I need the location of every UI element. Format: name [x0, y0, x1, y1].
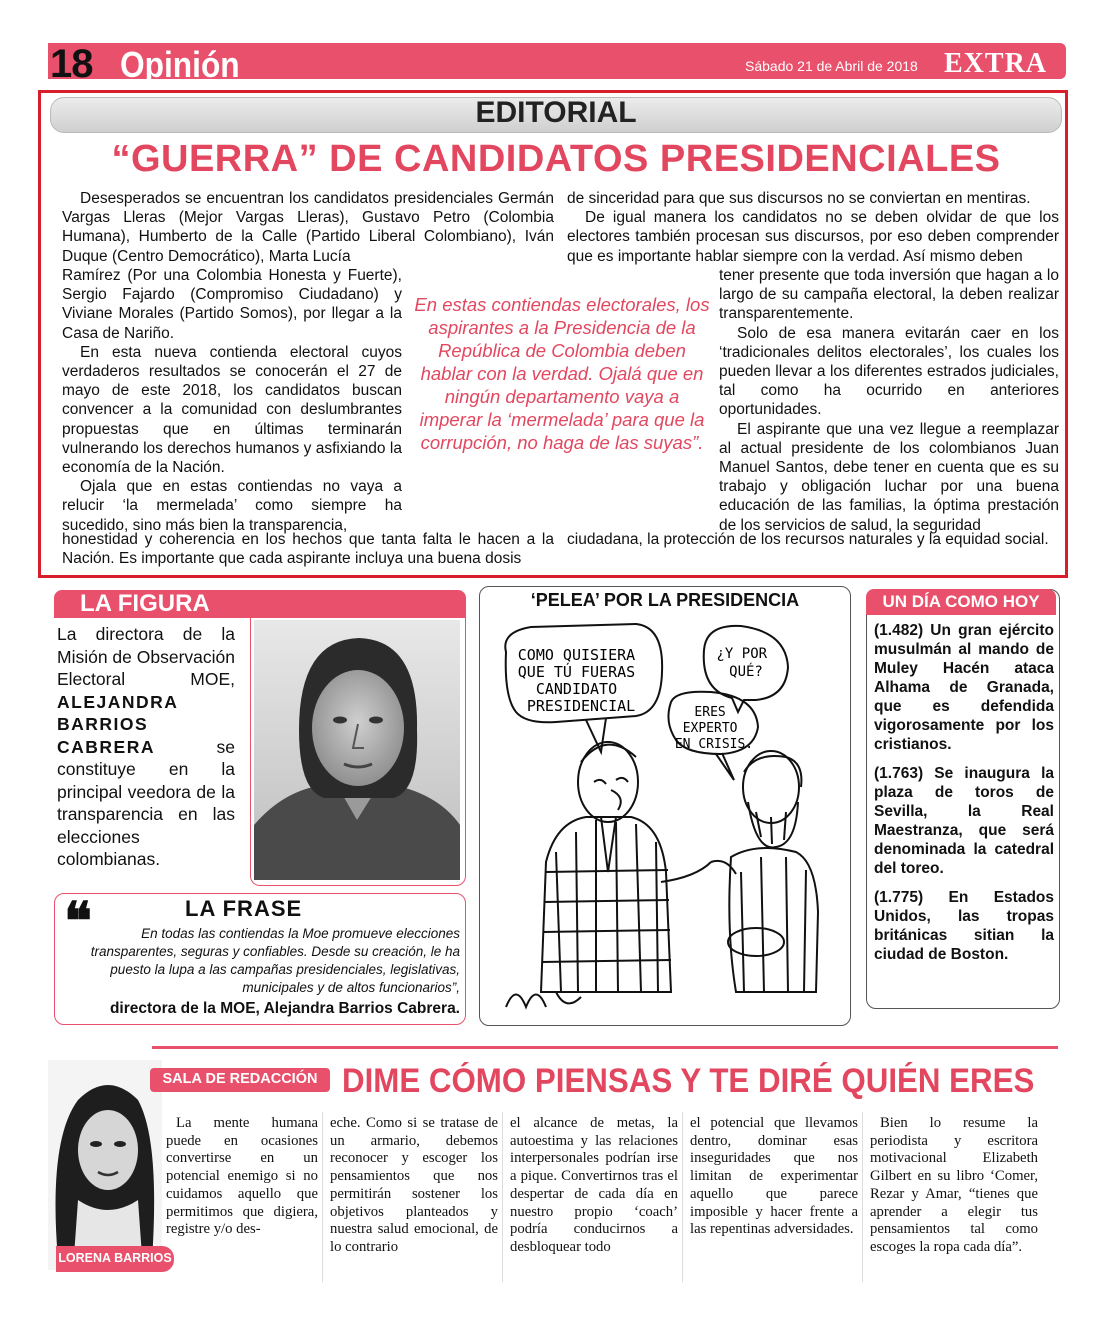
figura-text-a: La directora de la Misión de Observación Electoral MOE,: [57, 624, 235, 689]
bubble-line: EXPERTO: [682, 721, 738, 736]
sala-column-1: [166, 1115, 318, 1239]
column-divider: [322, 1112, 323, 1282]
editorial-col2-top: [567, 189, 1059, 266]
frase-attribution: directora de la MOE, Alejandra Barrios Cabrera.: [109, 1000, 460, 1017]
page-number: 18: [50, 42, 93, 86]
figura-text: [57, 623, 235, 871]
editorial-paragraph: El aspirante que una vez llegue a reemplazar al actual presidente de los colombianos Juan Manuel Santos, debe tener en cuenta que es su trabajo y obligación luchar por una buena educación de las familias, la óptima prestación de los servicios de salud, la seguridad: [719, 420, 1059, 534]
un-dia-label: UN DÍA COMO HOY: [882, 592, 1040, 611]
editorial-col2-bottom: [567, 530, 1059, 549]
author-name: LORENA BARRIOS: [58, 1251, 172, 1265]
bubble-line: ¿Y POR: [716, 646, 768, 662]
cartoon-title: ‘PELEA’ POR LA PRESIDENCIA: [530, 590, 800, 610]
column-text: La mente humana puede en ocasiones convertirse en un potencial enemigo si no cuidamos aquello que permitimos que digiera, registre y/o des-: [166, 1115, 318, 1238]
editorial-col1-bottom: [62, 530, 554, 568]
brand-logo: EXTRA: [944, 48, 1048, 79]
issue-date: Sábado 21 de Abril de 2018: [745, 58, 918, 74]
sala-column-5: [870, 1115, 1038, 1257]
editorial-paragraph: de sinceridad para que sus discursos no se conviertan en mentiras.: [567, 190, 1031, 207]
editorial-col2-mid: [719, 266, 1059, 535]
editorial-col1-mid: [62, 266, 402, 535]
author-photo: [48, 1060, 162, 1270]
un-dia-list: [874, 621, 1054, 974]
column-divider: [682, 1112, 683, 1282]
bubble-line: EN CRISIS.: [674, 737, 754, 752]
list-item: (1.763) Se inaugura la plaza de toros de Sevilla, la Real Maestranza, que será denominada la catedral del toreo.: [874, 765, 1054, 877]
editorial-paragraph: Desesperados se encuentran los candidatos presidenciales Germán Vargas Lleras (Mejor Vargas Lleras), Gustavo Petro (Colombia Humana), Humberto de la Calle (Partido Liberal Colombiano), Iván Duque (Centro Democrático), Marta Lucía: [62, 190, 554, 265]
sala-headline: DIME CÓMO PIENSAS Y TE DIRÉ QUIÉN ERES: [342, 1062, 1035, 1100]
bubble-line: PRESIDENCIAL: [526, 697, 636, 715]
speech-bubble-2: [716, 646, 775, 680]
sala-label: SALA DE REDACCIÓN: [162, 1071, 318, 1087]
editorial-paragraph: ciudadana, la protección de los recursos naturales y la equidad social.: [567, 531, 1049, 548]
editorial-paragraph: tener presente que toda inversión que hagan a lo largo de su campaña electoral, la deben realizar transparentemente.: [719, 267, 1059, 323]
editorial-col1-top: [62, 189, 554, 266]
portrait-photo: [254, 620, 460, 880]
speech-bubble-1: [518, 646, 644, 715]
figura-person-name: ALEJANDRA BARRIOS CABRERA: [57, 691, 179, 757]
editorial-paragraph: Solo de esa manera evitarán caer en los ‘tradicionales delitos electorales’, los cuales los pueden llevar a los diferentes estrados judiciales, tal como ha ocurrido en anteriores oportunidades.: [719, 324, 1059, 419]
editorial-paragraph: De igual manera los candidatos no se deben olvidar de que los electores también procesan sus discursos, por eso deben comprender que es importante hablar siempre con la verdad. Así mismo deben: [567, 209, 1059, 265]
list-item: (1.482) Un gran ejército musulmán al mando de Muley Hacén ataca Alhama de Granada, que es defendida vigorosamente por los cristianos.: [874, 622, 1054, 753]
column-divider: [862, 1112, 863, 1282]
bubble-line: QUÉ?: [729, 664, 763, 680]
bubble-line: ERES: [694, 705, 726, 720]
section-divider: [152, 1046, 1058, 1049]
column-text: el potencial que llevamos dentro, dominar esas inseguridades que nos limitan de experimentar aquello que parece imposible y hacer frente a las repentinas adversidades.: [690, 1115, 858, 1238]
sala-column-2: [330, 1115, 498, 1257]
bubble-line: COMO QUISIERA: [517, 646, 636, 664]
editorial-paragraph: honestidad y coherencia en los hechos que tanta falta le hacen a la Nación. Es importante que cada aspirante incluya una buena dosis: [62, 531, 554, 568]
sala-column-4: [690, 1115, 858, 1239]
speech-bubble-3: [675, 705, 753, 752]
sala-column-3: [510, 1115, 678, 1257]
cartoon-illustration: [486, 612, 844, 1022]
column-text: Bien lo resume la periodista y escritora motivacional Elizabeth Gilbert en su libro ‘Comer, Rezar y Amar, “tienes que aprender a elegir tus pensamientos tal como escoges la ropa cada día”.: [870, 1115, 1038, 1255]
column-text: eche. Como si se tratase de un armario, debemos reconocer y escoger los pensamientos que nos permitirán sostener los objetivos planteados y nuestra salud emocional, de lo contrario: [330, 1115, 498, 1255]
bubble-line: QUE TÚ FUERAS: [517, 663, 636, 681]
frase-quote: En todas las contiendas la Moe promueve elecciones transparentes, seguras y confiables. Desde su creación, le ha puesto la lupa a las campañas presidenciales, legislativas, municipales y de altos funcionarios”,: [90, 926, 460, 995]
pull-quote: En estas contiendas electorales, los aspirantes a la Presidencia de la República de Colombia deben hablar con la verdad. Ojalá que en ningún departamento vaya a imperar la ‘mermelada’ para que la corrupción, no haga de las suyas”.: [414, 294, 710, 453]
editorial-label: EDITORIAL: [475, 96, 637, 129]
editorial-paragraph: Ramírez (Por una Colombia Honesta y Fuerte), Sergio Fajardo (Compromiso Ciudadano) y Viviane Morales (Partido Somos), por llegar a la Casa de Nariño.: [62, 267, 402, 342]
bubble-line: CANDIDATO: [535, 680, 618, 698]
frase-label: LA FRASE: [185, 896, 303, 921]
quote-icon: ❝: [64, 894, 92, 951]
editorial-paragraph: En esta nueva contienda electoral cuyos verdaderos resultados se conocerán el 27 de mayo de este 2018, los candidatos buscan convencer a la comunidad con deslumbrantes propuestas que en últimas terminarán vulnerando los derechos humanos y asfixiando la economía de la Nación.: [62, 343, 402, 477]
column-text: el alcance de metas, la autoestima y las relaciones interpersonales podrían irse a pique. Convertirnos tras el despertar de cada día en nuestro propio ‘coach’ podría conducirnos a desbloquear todo: [510, 1115, 678, 1255]
section-title: Opinión: [120, 44, 240, 85]
editorial-headline: “GUERRA” DE CANDIDATOS PRESIDENCIALES: [111, 138, 1001, 180]
column-divider: [502, 1112, 503, 1282]
figura-label: LA FIGURA: [80, 590, 210, 617]
figura-text-b: se constituye en la principal veedora de la transparencia en las elecciones colombianas.: [57, 736, 235, 869]
list-item: (1.775) En Estados Unidos, las tropas británicas sitian la ciudad de Boston.: [874, 889, 1054, 963]
editorial-paragraph: Ojala que en estas contiendas no vaya a relucir ‘la mermelada’ como siempre ha sucedido, sino más bien la transparencia,: [62, 478, 402, 534]
